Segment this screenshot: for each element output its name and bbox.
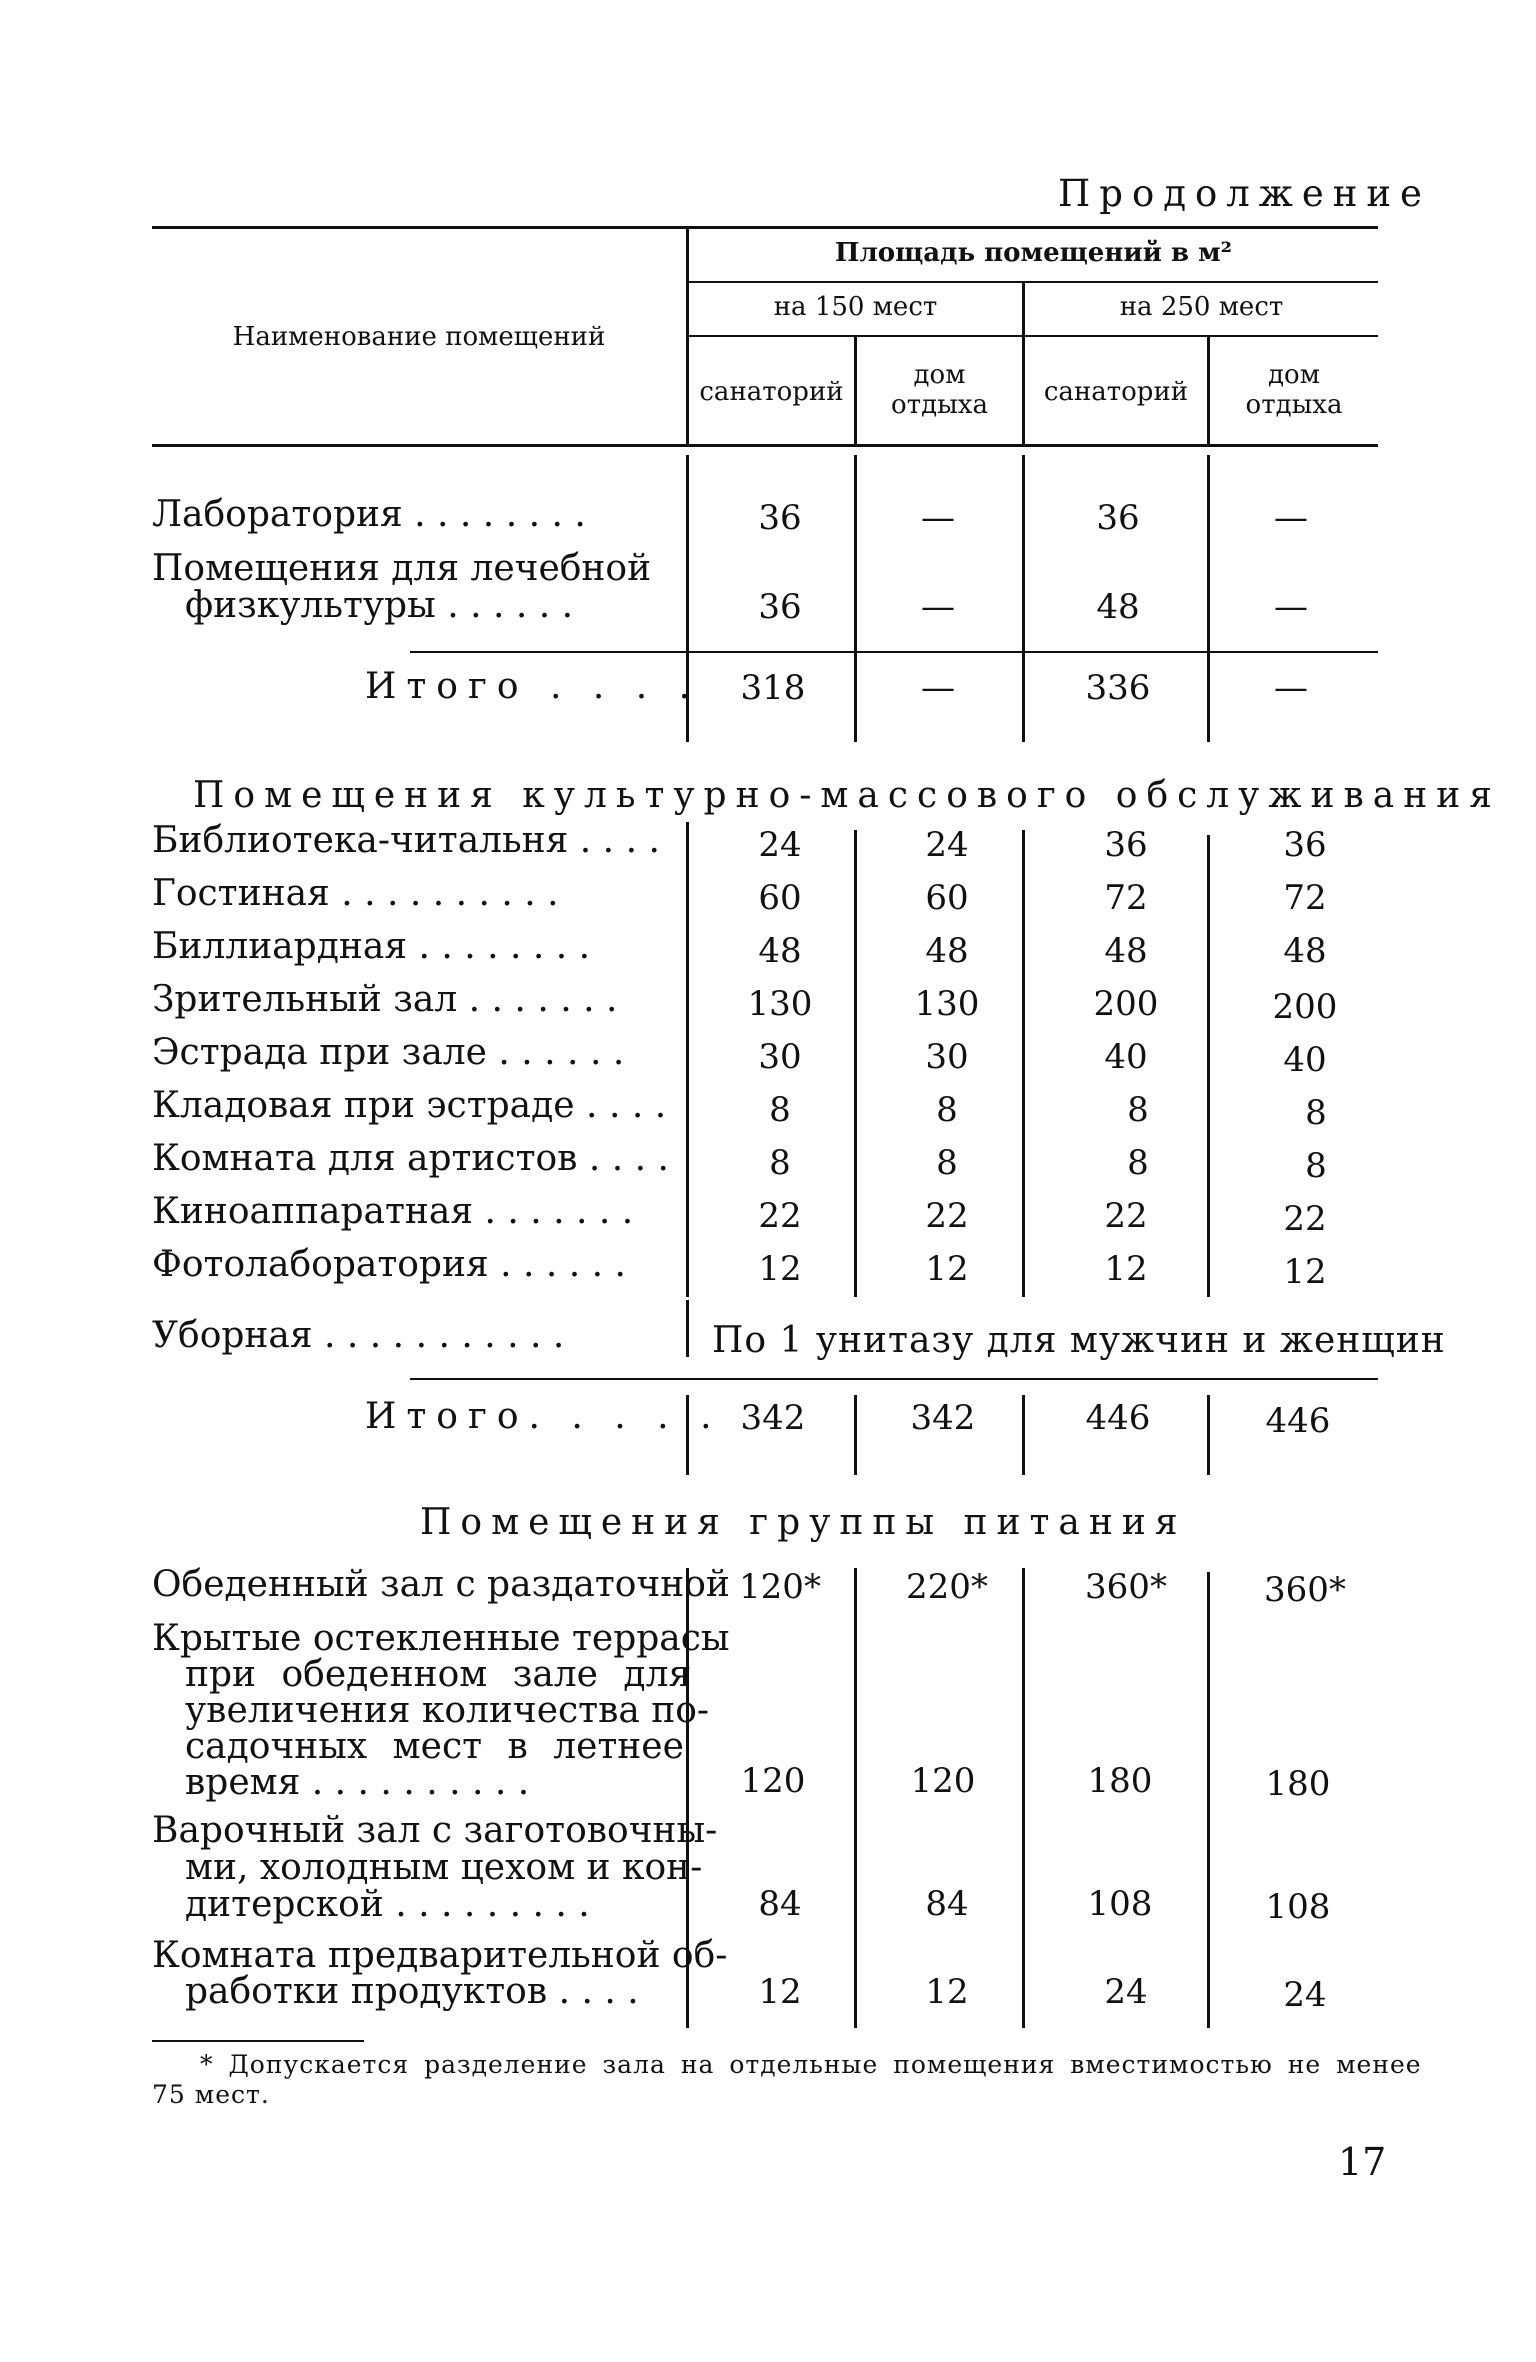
cell-stage-rest150: 30: [925, 1037, 969, 1077]
cell-dining-rest250: 360*: [1264, 1570, 1346, 1610]
cell-stage-san150: 30: [758, 1037, 802, 1077]
cell-photolab-rest150: 12: [925, 1249, 969, 1289]
cell-auditorium-san150: 130: [747, 984, 813, 1024]
header-sanatorium-250: санаторий: [1043, 377, 1189, 407]
row-label-prep-room-line1: Комната предварительной об-: [152, 1935, 728, 1976]
block2-total-rule: [410, 1378, 1378, 1380]
block1-total-label: Итого . . . .: [365, 666, 701, 707]
cell-artists-san250: 8: [1127, 1143, 1149, 1183]
cell-laboratory-rest150: —: [921, 498, 955, 538]
header-rule-groups: [686, 335, 1378, 337]
block2-total-divider-250: [1207, 1395, 1210, 1475]
block2-total-san250: 446: [1085, 1398, 1151, 1438]
cell-terraces-san250: 180: [1087, 1761, 1153, 1801]
block2-total-divider-mid: [1022, 1395, 1025, 1475]
row-label-toilet: Уборная . . . . . . . . . . .: [152, 1315, 565, 1356]
block2-total-label: Итого. . . . .: [365, 1396, 722, 1437]
toilet-note: По 1 унитазу для мужчин и женщин: [712, 1320, 1446, 1361]
cell-terraces-rest250: 180: [1265, 1764, 1331, 1804]
cell-lounge-san250: 72: [1104, 878, 1148, 918]
section-title-culture: Помещения культурно-массового обслуживания: [193, 775, 1501, 816]
cell-dining-san250: 360*: [1085, 1567, 1167, 1607]
cell-photolab-san250: 12: [1104, 1249, 1148, 1289]
cell-storeroom-san250: 8: [1127, 1090, 1149, 1130]
row-label-kitchen-line1: Варочный зал с заготовочны-: [152, 1810, 718, 1851]
cell-auditorium-rest250: 200: [1272, 987, 1338, 1027]
cell-terraces-san150: 120: [740, 1761, 806, 1801]
cell-prep-rest250: 24: [1283, 1975, 1327, 2015]
cell-laboratory-rest250: —: [1274, 498, 1308, 538]
row-label-physio-line1: Помещения для лечебной: [152, 548, 652, 589]
row-label-terraces-line3: увеличения количества по-: [185, 1690, 710, 1731]
cell-projection-rest150: 22: [925, 1196, 969, 1236]
row-label-auditorium: Зрительный зал . . . . . . .: [152, 979, 618, 1020]
header-name-column: Наименование помещений: [232, 322, 606, 352]
cell-terraces-rest150: 120: [910, 1761, 976, 1801]
header-group-250: на 250 мест: [1119, 292, 1284, 322]
cell-library-rest150: 24: [925, 825, 969, 865]
header-resthome-250-line2: отдыха: [1245, 390, 1343, 420]
block2-total-rest150: 342: [910, 1398, 976, 1438]
page-number: 17: [1338, 2140, 1387, 2184]
block2-total-divider-150: [854, 1395, 857, 1475]
block2-total-san150: 342: [740, 1398, 806, 1438]
cell-kitchen-rest250: 108: [1265, 1887, 1331, 1927]
block2-divider-150: [854, 830, 857, 1297]
header-resthome-150-line1: дом: [913, 360, 966, 390]
row-label-terraces-line1: Крытые остекленные террасы: [152, 1618, 730, 1659]
row-label-photolab: Фотолаборатория . . . . . .: [152, 1244, 626, 1285]
header-group-150: на 150 мест: [773, 292, 938, 322]
cell-prep-rest150: 12: [925, 1972, 969, 2012]
row-label-projection: Киноаппаратная . . . . . . .: [152, 1191, 634, 1232]
cell-prep-san150: 12: [758, 1972, 802, 2012]
cell-storeroom-rest250: 8: [1305, 1093, 1327, 1133]
cell-artists-san150: 8: [769, 1143, 791, 1183]
row-label-artists-room: Комната для артистов . . . .: [152, 1138, 669, 1179]
block1-total-rest150: —: [921, 668, 955, 708]
cell-billiard-rest150: 48: [925, 931, 969, 971]
row-label-terraces-line2: при обеденном зале для: [185, 1654, 692, 1695]
block1-divider-150: [854, 455, 857, 742]
cell-kitchen-rest150: 84: [925, 1884, 969, 1924]
header-area-title: Площадь помещений в м²: [834, 238, 1233, 268]
cell-kitchen-san250: 108: [1087, 1884, 1153, 1924]
block2-divider-mid: [1022, 830, 1025, 1297]
block1-divider-mid: [1022, 455, 1025, 742]
cell-kitchen-san150: 84: [758, 1884, 802, 1924]
cell-dining-san150: 120*: [739, 1567, 821, 1607]
cell-auditorium-san250: 200: [1093, 984, 1159, 1024]
cell-lounge-rest250: 72: [1283, 878, 1327, 918]
block3-divider-150: [854, 1568, 857, 2028]
row-label-library: Библиотека-читальня . . . .: [152, 820, 660, 861]
row-label-storeroom: Кладовая при эстраде . . . .: [152, 1085, 667, 1126]
row-label-kitchen-line2: ми, холодным цехом и кон-: [185, 1847, 703, 1888]
footnote-rule: [152, 2040, 364, 2042]
row-label-kitchen-line3: дитерской . . . . . . . . .: [185, 1884, 590, 1925]
toilet-divider: [686, 1300, 689, 1357]
cell-projection-san250: 22: [1104, 1196, 1148, 1236]
cell-billiard-rest250: 48: [1283, 931, 1327, 971]
header-resthome-250-line1: дом: [1268, 360, 1320, 390]
cell-stage-san250: 40: [1104, 1037, 1148, 1077]
cell-dining-rest150: 220*: [906, 1567, 988, 1607]
block2-divider-name: [686, 822, 689, 1297]
block2-divider-250: [1207, 835, 1210, 1297]
cell-library-san250: 36: [1104, 825, 1148, 865]
table-top-rule: [152, 226, 1378, 229]
footnote-line1: * Допускается разделение зала на отдельные помещения вместимостью не менее: [200, 2050, 1422, 2079]
cell-stage-rest250: 40: [1283, 1040, 1327, 1080]
cell-physio-san150: 36: [758, 587, 802, 627]
cell-projection-san150: 22: [758, 1196, 802, 1236]
footnote-line2: 75 мест.: [152, 2080, 270, 2109]
cell-photolab-rest250: 12: [1283, 1252, 1327, 1292]
row-label-terraces-line4: садочных мест в летнее: [185, 1726, 684, 1767]
header-rule-area: [686, 281, 1378, 283]
row-label-terraces-line5: время . . . . . . . . . .: [185, 1762, 530, 1803]
cell-billiard-san250: 48: [1104, 931, 1148, 971]
cell-photolab-san150: 12: [758, 1249, 802, 1289]
row-label-laboratory: Лаборатория . . . . . . . .: [152, 494, 586, 535]
continuation-caption: Продолжение: [1058, 172, 1431, 215]
cell-library-san150: 24: [758, 825, 802, 865]
cell-physio-rest250: —: [1274, 587, 1308, 627]
cell-billiard-san150: 48: [758, 931, 802, 971]
header-resthome-150-line2: отдыха: [891, 390, 988, 420]
section-title-food: Помещения группы питания: [420, 1502, 1187, 1543]
cell-physio-san250: 48: [1096, 587, 1140, 627]
cell-auditorium-rest150: 130: [914, 984, 980, 1024]
block1-total-san250: 336: [1085, 668, 1151, 708]
block1-divider-250: [1207, 455, 1210, 742]
row-label-lounge: Гостиная . . . . . . . . . .: [152, 873, 559, 914]
row-label-stage: Эстрада при зале . . . . . .: [152, 1032, 625, 1073]
cell-physio-rest150: —: [921, 587, 955, 627]
block3-divider-250: [1207, 1572, 1210, 2028]
cell-library-rest250: 36: [1283, 825, 1327, 865]
header-bottom-rule: [152, 444, 1378, 447]
cell-storeroom-rest150: 8: [936, 1090, 958, 1130]
row-label-prep-room-line2: работки продуктов . . . .: [185, 1971, 639, 2012]
block1-total-rule: [410, 651, 1378, 653]
cell-laboratory-san150: 36: [758, 498, 802, 538]
block1-total-rest250: —: [1274, 668, 1308, 708]
block2-total-rest250: 446: [1265, 1401, 1331, 1441]
row-label-dining-hall: Обеденный зал с раздаточной: [152, 1564, 730, 1605]
cell-storeroom-san150: 8: [769, 1090, 791, 1130]
row-label-billiard: Биллиардная . . . . . . . .: [152, 926, 591, 967]
cell-laboratory-san250: 36: [1096, 498, 1140, 538]
cell-lounge-san150: 60: [758, 878, 802, 918]
block1-total-san150: 318: [740, 668, 806, 708]
row-label-physio-line2: физкультуры . . . . . .: [185, 585, 574, 626]
block3-divider-mid: [1022, 1568, 1025, 2028]
cell-lounge-rest150: 60: [925, 878, 969, 918]
cell-projection-rest250: 22: [1283, 1199, 1327, 1239]
cell-artists-rest150: 8: [936, 1143, 958, 1183]
header-sanatorium-150: санаторий: [699, 377, 844, 407]
cell-prep-san250: 24: [1104, 1972, 1148, 2012]
cell-artists-rest250: 8: [1305, 1146, 1327, 1186]
